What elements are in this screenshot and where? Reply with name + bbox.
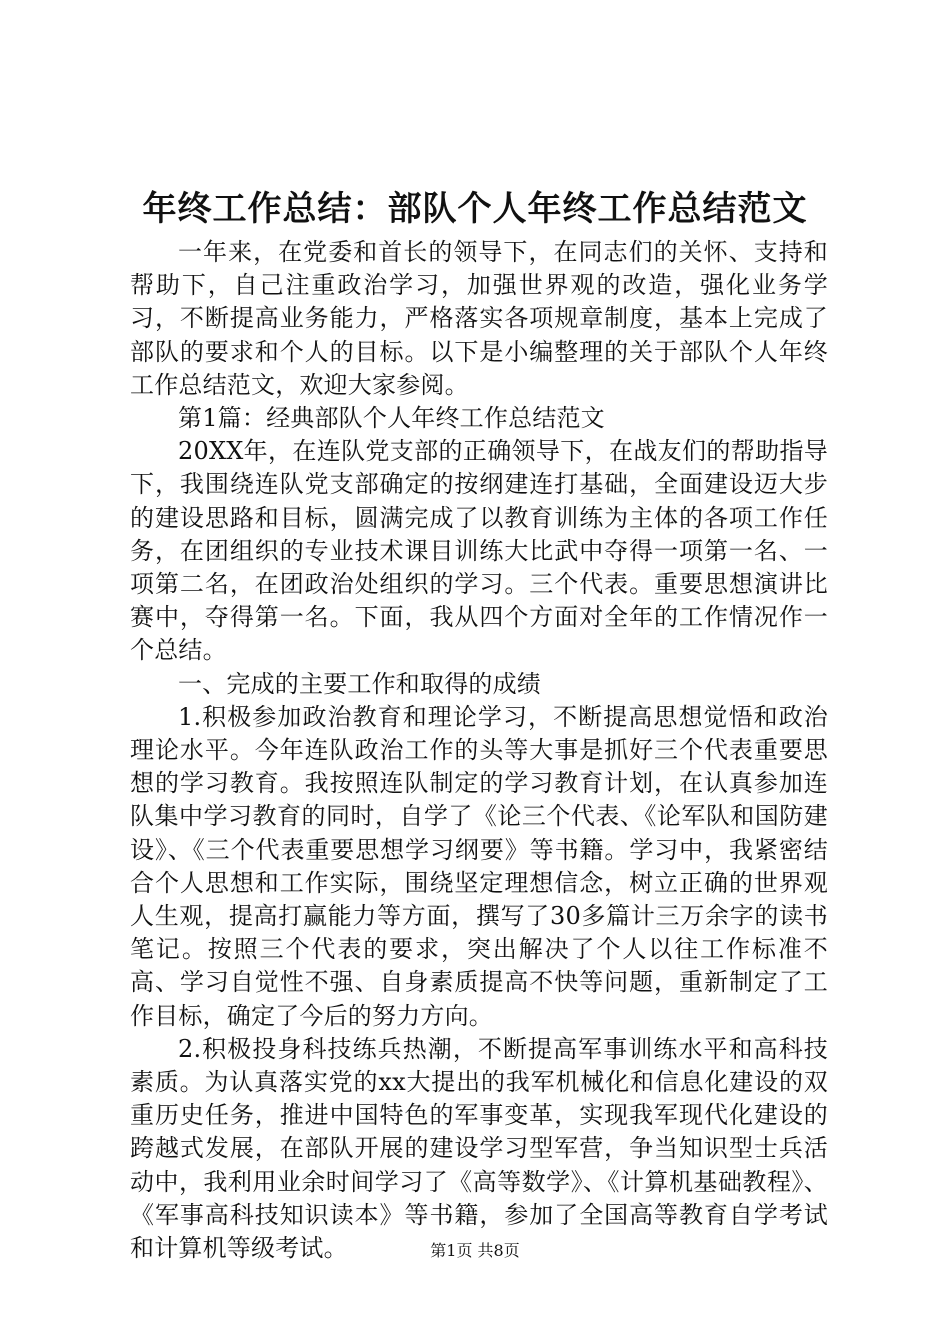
body-paragraph: 2.积极投身科技练兵热潮，不断提高军事训练水平和高科技素质。为认真落实党的xx大提出的我军机械化和信息化建设的双重历史任务，推进中国特色的军事变革，实现我军现代化建设的跨越式发展，在部队开展的建设学习型军营，争当知识型士兵活动中，我利用业余时间学习了《高等数学》、《计算机基础教程》、《军事高科技知识读本》等书籍，参加了全国高等教育自学考试和计算机等级考试。 (130, 1034, 828, 1263)
body-paragraph: 1.积极参加政治教育和理论学习，不断提高思想觉悟和政治理论水平。今年连队政治工作的头等大事是抓好三个代表重要思想的学习教育。我按照连队制定的学习教育计划，在认真参加连队集中学习教育的同时，自学了《论三个代表、《论军队和国防建设》、《三个代表重要思想学习纲要》等书籍。学习中，我紧密结合个人思想和工作实际，围绕坚定理想信念，树立正确的世界观人生观，提高打赢能力等方面，撰写了30多篇计三万余字的读书笔记。按照三个代表的要求，突出解决了个人以往工作标准不高、学习自觉性不强、自身素质提高不快等问题，重新制定了工作目标，确定了今后的努力方向。 (130, 702, 828, 1030)
section-heading: 第1篇：经典部队个人年终工作总结范文 (178, 404, 605, 433)
intro-paragraph: 一年来，在党委和首长的领导下，在同志们的关怀、支持和帮助下，自己注重政治学习，加强世界观的改造，强化业务学习，不断提高业务能力，严格落实各项规章制度，基本上完成了部队的要求和个人的目标。以下是小编整理的关于部队个人年终工作总结范文，欢迎大家参阅。 (130, 238, 828, 399)
body-paragraph: 20XX年，在连队党支部的正确领导下，在战友们的帮助指导下，我围绕连队党支部确定的按纲建连打基础，全面建设迈大步的建设思路和目标，圆满完成了以教育训练为主体的各项工作任务，在团组织的专业技术课目训练大比武中夺得一项第一名、一项第二名，在团政治处组织的学习。三个代表。重要思想演讲比赛中，夺得第一名。下面，我从四个方面对全年的工作情况作一个总结。 (130, 437, 828, 665)
document-body (130, 236, 828, 1265)
document-title: 年终工作总结：部队个人年终工作总结范文 (142, 189, 808, 229)
page-number-footer: 第1页 共8页 (430, 1241, 520, 1260)
subsection-heading: 一、完成的主要工作和取得的成绩 (178, 669, 541, 698)
